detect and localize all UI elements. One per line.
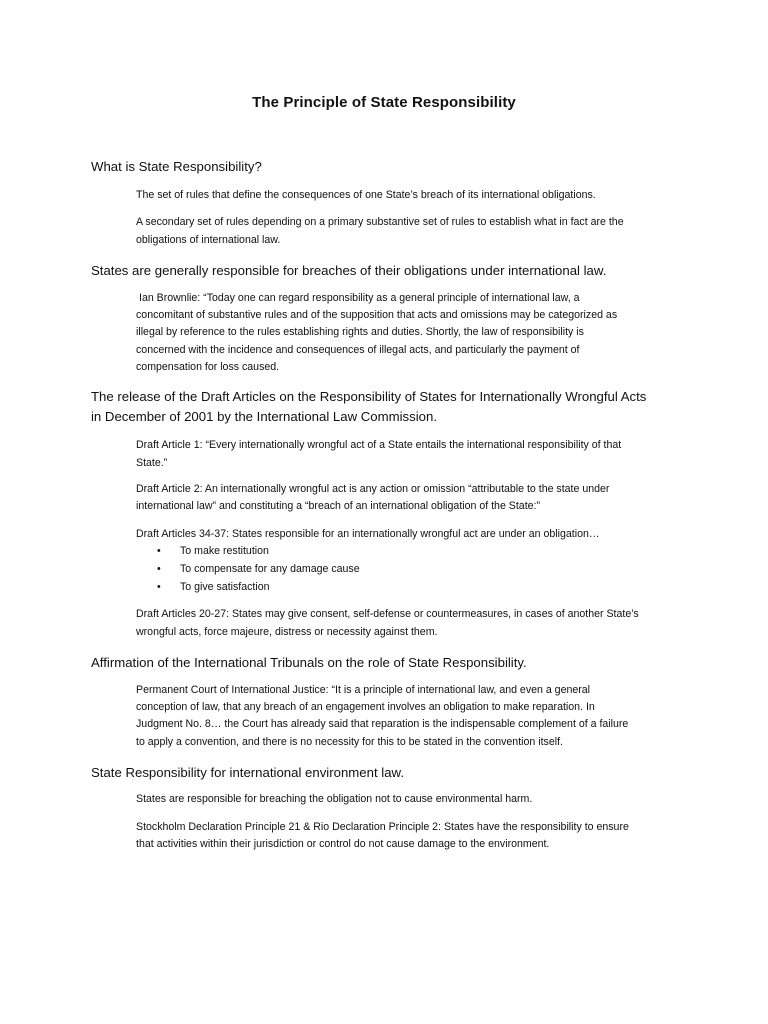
list-item-label: To compensate for any damage cause xyxy=(180,562,360,575)
draft-article-1-line-1: Draft Article 1: “Every internationally wrongful act of a State entails the international responsibility of that xyxy=(136,439,622,451)
draft-article-1-line-2: State.” xyxy=(136,457,168,469)
heading-draft-articles-line-2: in December of 2001 by the International Law Commission. xyxy=(91,409,437,424)
document-title: The Principle of State Responsibility xyxy=(252,94,516,111)
draft-article-2-line-1: Draft Article 2: An internationally wrongful act is any action or omission “attributable to the state under xyxy=(136,483,610,495)
obligations-list xyxy=(136,543,360,596)
paragraph-secondary-rules-line-2: obligations of international law. xyxy=(136,234,281,246)
paragraph-definition: The set of rules that define the consequences of one State’s breach of its international obligations. xyxy=(136,189,596,201)
bullet-icon: • xyxy=(157,545,161,557)
list-item-label: To make restitution xyxy=(180,545,269,557)
list-item xyxy=(136,579,360,597)
heading-states-responsible: States are generally responsible for breaches of their obligations under international law. xyxy=(91,263,607,278)
draft-article-2-line-2: international law” and constituting a “breach of an international obligation of the State:” xyxy=(136,500,540,512)
bullet-icon: • xyxy=(157,580,161,593)
pcij-quote-line-2: conception of law, that any breach of an engagement involves an obligation to make reparation. In xyxy=(136,701,595,713)
list-item-label: To give satisfaction xyxy=(180,580,270,593)
list-item xyxy=(136,543,360,561)
brownlie-quote-line-3: illegal by reference to the rules establishing rights and duties. Shortly, the law of responsibility is xyxy=(136,326,584,338)
list-item xyxy=(136,561,360,579)
paragraph-stockholm-rio-line-2: that activities within their jurisdiction or control do not cause damage to the environment. xyxy=(136,838,550,850)
pcij-quote-line-4: to apply a convention, and there is no necessity for this to be stated in the convention itself. xyxy=(136,736,563,748)
pcij-quote-line-1: Permanent Court of International Justice: “It is a principle of international law, and even a general xyxy=(136,684,591,696)
brownlie-quote-line-4: concerned with the incidence and consequences of illegal acts, and particularly the payment of xyxy=(136,344,580,356)
heading-environment-law: State Responsibility for international environment law. xyxy=(91,765,405,780)
heading-what-is-state-responsibility: What is State Responsibility? xyxy=(91,159,262,174)
paragraph-stockholm-rio-line-1: Stockholm Declaration Principle 21 & Rio Declaration Principle 2: States have the responsibility to ensure xyxy=(136,821,629,833)
paragraph-environmental-harm: States are responsible for breaching the obligation not to cause environmental harm. xyxy=(136,793,533,805)
draft-articles-20-27-line-1: Draft Articles 20-27: States may give consent, self-defense or countermeasures, in cases of another State’s xyxy=(136,608,639,620)
draft-articles-20-27-line-2: wrongful acts, force majeure, distress or necessity against them. xyxy=(136,626,438,638)
heading-international-tribunals: Affirmation of the International Tribunals on the role of State Responsibility. xyxy=(91,655,527,670)
brownlie-quote-line-2: concomitant of substantive rules and of the supposition that acts and omissions may be categorized as xyxy=(136,309,618,321)
draft-articles-34-37: Draft Articles 34-37: States responsible for an internationally wrongful act are under an obligation… xyxy=(136,528,600,540)
heading-draft-articles-line-1: The release of the Draft Articles on the Responsibility of States for Internationally Wrongful Acts xyxy=(91,389,647,404)
brownlie-quote-line-1: Ian Brownlie: “Today one can regard responsibility as a general principle of international law, a xyxy=(139,292,580,304)
pcij-quote-line-3: Judgment No. 8… the Court has already said that reparation is the indispensable complement of a failure xyxy=(136,718,629,730)
bullet-icon: • xyxy=(157,562,161,575)
paragraph-secondary-rules-line-1: A secondary set of rules depending on a primary substantive set of rules to establish what in fact are the xyxy=(136,216,624,228)
brownlie-quote-line-5: compensation for loss caused. xyxy=(136,361,280,373)
